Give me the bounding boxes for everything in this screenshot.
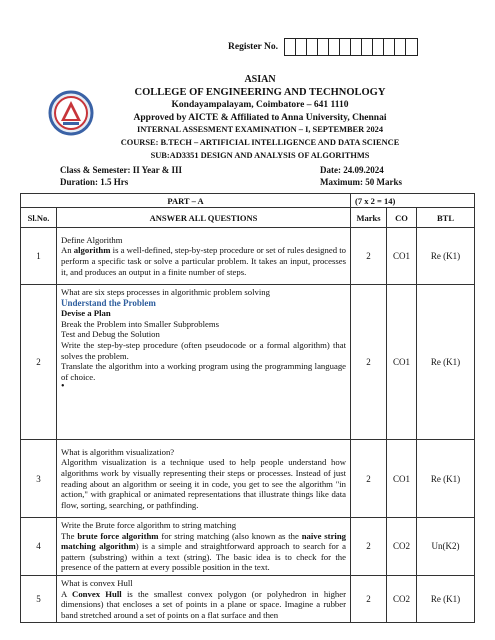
answer-text xyxy=(61,589,346,621)
maximum-marks: Maximum: 50 Marks xyxy=(320,177,402,187)
answer-text xyxy=(61,531,346,573)
header-co: CO xyxy=(387,208,417,228)
row-sl: 2 xyxy=(21,285,57,440)
question-cell xyxy=(57,285,351,440)
register-label: Register No. xyxy=(228,42,278,52)
college-name-line2: COLLEGE OF ENGINEERING AND TECHNOLOGY xyxy=(134,86,386,98)
row-btl: Re (K1) xyxy=(417,440,475,518)
answer-line: Translate the algorithm into a working program using the programming language of choice. xyxy=(61,361,347,382)
college-address: Kondayampalayam, Coimbatore – 641 1110 xyxy=(171,100,349,111)
row-sl: 3 xyxy=(21,440,57,518)
register-boxes xyxy=(284,38,418,56)
register-number xyxy=(228,38,418,56)
answer-bold-line xyxy=(61,308,346,319)
exam-header xyxy=(60,74,460,162)
answer-lead: An xyxy=(61,245,74,256)
meta-row-2 xyxy=(60,177,440,187)
answer-lead: The xyxy=(61,530,78,541)
register-box xyxy=(296,39,307,55)
answer-rest: ) is a simple and straightforward approach to search for a pattern (substring) within a text (string). The basic idea is to check for the presence of the pattern at every possible position in the text. xyxy=(61,541,347,573)
question-title: Write the Brute force algorithm to string matching xyxy=(61,520,237,530)
answer-rest: is a well-defined, step-by-step procedure or set of rules designed to perform a specific task or solve a particular problem. It takes an input, processes it, and produces an output in a finite number of steps. xyxy=(61,245,347,277)
row-co: CO1 xyxy=(387,228,417,285)
answer-rest: is the smallest convex polygon (or polyhedron in higher dimensions) that encloses a set of points in a plane or space. Imagine a rubber band stretched around a set of points on a flat surface and then xyxy=(61,588,347,620)
question-title: Define Algorithm xyxy=(61,234,123,245)
answer-lead: A xyxy=(61,588,73,599)
class-semester: Class & Semester: II Year & III xyxy=(60,165,182,175)
table-row xyxy=(21,285,475,440)
register-box xyxy=(307,39,318,55)
table-row xyxy=(21,518,475,576)
register-box xyxy=(318,39,329,55)
bullet-point: • xyxy=(61,381,65,393)
row-marks: 2 xyxy=(351,228,387,285)
register-box xyxy=(395,39,406,55)
question-cell xyxy=(57,575,351,622)
college-name-line1: ASIAN xyxy=(244,74,276,85)
answer-keyword: brute force algorithm xyxy=(77,530,159,541)
answer-keyword: Convex Hull xyxy=(72,588,122,599)
row-marks: 2 xyxy=(351,518,387,576)
answer-line: Break the Problem into Smaller Subproblems xyxy=(61,318,220,329)
row-co: CO2 xyxy=(387,575,417,622)
register-box xyxy=(285,39,296,55)
answer-keyword-2: naive string matching algorithm xyxy=(61,530,347,552)
course-name: COURSE: B.TECH – ARTIFICIAL INTELLIGENCE AND DATA SCIENCE xyxy=(120,137,400,147)
row-marks: 2 xyxy=(351,575,387,622)
row-btl: Re (K1) xyxy=(417,228,475,285)
row-co: CO2 xyxy=(387,518,417,576)
table-row xyxy=(21,440,475,518)
question-cell xyxy=(57,518,351,576)
part-label: PART – A xyxy=(21,194,351,208)
header-question: ANSWER ALL QUESTIONS xyxy=(57,208,351,228)
exam-duration: Duration: 1.5 Hrs xyxy=(60,177,129,187)
question-title: What are six steps processes in algorithmic problem solving xyxy=(61,287,270,297)
answer-mid: for string matching (also known as the xyxy=(158,530,302,541)
header-sl: Sl.No. xyxy=(21,208,57,228)
register-box xyxy=(351,39,362,55)
subject-name: SUB:AD3351 DESIGN AND ANALYSIS OF ALGORITHMS xyxy=(150,150,370,160)
answer-text xyxy=(61,245,346,277)
part-marks: (7 x 2 = 14) xyxy=(351,194,475,208)
answer-text: Algorithm visualization is a technique used to help people understand how algorithms work by visually representing their steps or processes. Instead of just reading about an algorithm or seeing it in code, you get to see the algorithm "in action," with graphical or animated representations that illustrate things like data flow, sorting, searching, or pathfinding. xyxy=(61,457,347,510)
exam-date: Date: 24.09.2024 xyxy=(320,165,384,175)
meta-row-1 xyxy=(60,165,440,175)
row-sl: 1 xyxy=(21,228,57,285)
question-cell xyxy=(57,440,351,518)
question-cell xyxy=(57,228,351,285)
register-box xyxy=(362,39,373,55)
table-row xyxy=(21,228,475,285)
question-title: What is convex Hull xyxy=(61,577,133,588)
row-btl: Un(K2) xyxy=(417,518,475,576)
table-header-row xyxy=(21,208,475,228)
register-box xyxy=(340,39,351,55)
register-box xyxy=(384,39,395,55)
register-box xyxy=(373,39,384,55)
row-co: CO1 xyxy=(387,440,417,518)
row-co: CO1 xyxy=(387,285,417,440)
row-sl: 5 xyxy=(21,575,57,622)
college-approval: Approved by AICTE & Affiliated to Anna University, Chennai xyxy=(133,112,387,123)
part-row xyxy=(21,194,475,208)
answer-heading: Understand the Problem xyxy=(61,297,156,308)
row-btl: Re (K1) xyxy=(417,285,475,440)
answer-keyword: algorithm xyxy=(73,245,111,256)
question-title: What is algorithm visualization? xyxy=(61,446,175,457)
register-box xyxy=(406,39,417,55)
header-marks: Marks xyxy=(351,208,387,228)
register-box xyxy=(329,39,340,55)
header-btl: BTL xyxy=(417,208,475,228)
row-sl: 4 xyxy=(21,518,57,576)
question-table xyxy=(20,193,475,623)
row-marks: 2 xyxy=(351,440,387,518)
table-row xyxy=(21,575,475,622)
row-marks: 2 xyxy=(351,285,387,440)
answer-line: Test and Debug the Solution xyxy=(61,329,160,340)
answer-line: Write the step-by-step procedure (often pseudocode or a formal algorithm) that solves the problem. xyxy=(61,339,347,361)
answer-keyword: Devise a Plan xyxy=(61,308,111,319)
exam-title: INTERNAL ASSESMENT EXAMINATION – I, SEPTEMBER 2024 xyxy=(136,125,384,135)
row-btl: Re (K1) xyxy=(417,575,475,622)
